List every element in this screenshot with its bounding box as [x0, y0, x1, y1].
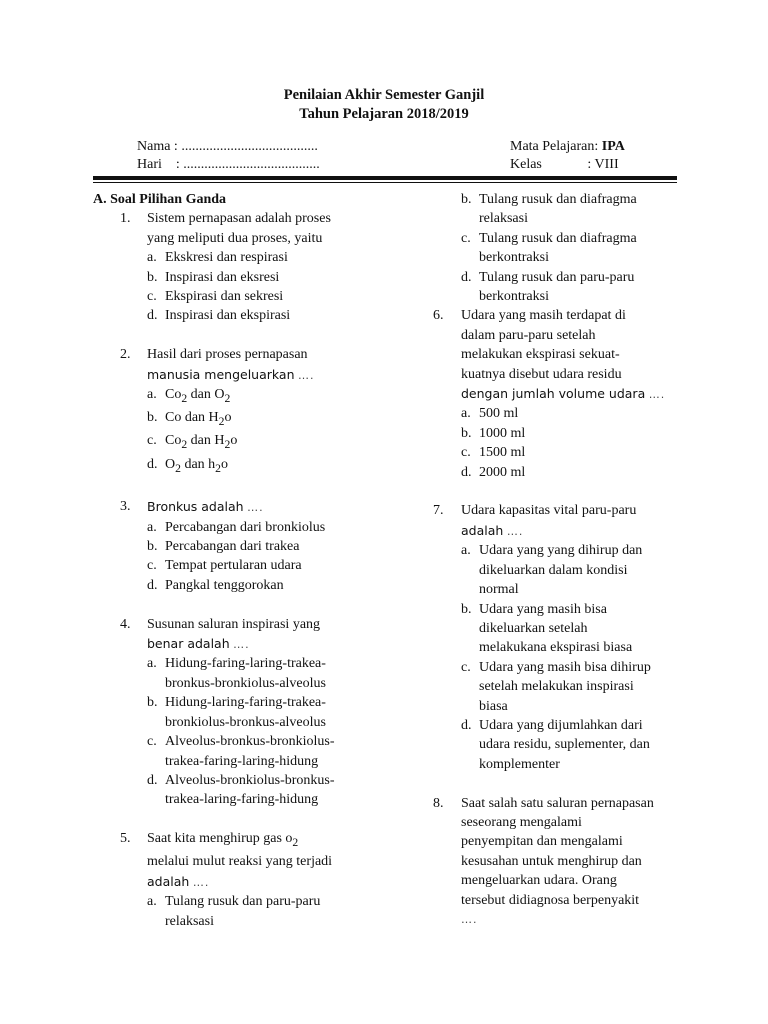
- exam-title: Penilaian Akhir Semester Ganjil: [283, 87, 485, 103]
- option-c: c. 1500 ml: [461, 445, 526, 461]
- option-a: a. Tulang rusuk dan paru-paru relaksasi: [147, 894, 321, 929]
- question-text: Saat salah satu saluran pernapasan: [461, 795, 654, 811]
- question-text: ….: [461, 913, 478, 926]
- question-number: 3.: [120, 499, 131, 515]
- question-text: penyempitan dan mengalami: [461, 834, 623, 850]
- question-4: [93, 615, 393, 810]
- question-text: dalam paru-paru setelah: [461, 327, 596, 343]
- day-field: Hari : .......................................: [137, 157, 320, 172]
- question-text: Udara yang masih terdapat di: [461, 308, 626, 324]
- question-5-continued: [430, 190, 700, 306]
- question-text: Udara kapasitas vital paru-paru: [461, 503, 637, 519]
- name-field: Nama : .......................................: [137, 139, 318, 154]
- question-text: kesusahan untuk menghirup dan: [461, 853, 642, 869]
- question-text: seseorang mengalami: [461, 814, 582, 830]
- option-b: b. Hidung-laring-faring-trakea- bronkiolus-bronkus-alveolus: [147, 695, 326, 730]
- question-text: Sistem pernapasan adalah proses: [147, 211, 331, 227]
- question-number: 8.: [433, 795, 444, 811]
- option-d: d. Alveolus-bronkiolus-bronkus- trakea-laring-faring-hidung: [147, 772, 335, 808]
- question-8: [430, 794, 700, 930]
- question-5: [93, 829, 393, 931]
- question-text: dengan jumlah volume udara ….: [461, 386, 666, 402]
- option-d: d. 2000 ml: [461, 464, 526, 480]
- option-c: c. Tulang rusuk dan diafragma berkontraksi: [461, 230, 637, 266]
- question-text: benar adalah ….: [147, 636, 250, 652]
- question-text: adalah ….: [147, 873, 210, 889]
- question-text: kuatnya disebut udara residu: [461, 366, 622, 382]
- question-text: melakukan ekspirasi sekuat-: [461, 347, 620, 363]
- option-b: b. Udara yang masih bisa dikeluarkan setelah melakukana ekspirasi biasa: [461, 601, 633, 656]
- option-b: b. Co dan $H_2o$: [147, 410, 232, 429]
- question-text: Susunan saluran inspirasi yang: [147, 616, 321, 632]
- exam-subtitle: Tahun Pelajaran 2018/2019: [299, 106, 469, 122]
- option-d: d. $O_2$ dan $h_2o$: [147, 456, 228, 475]
- question-text: Saat kita menghirup gas $o_2$: [147, 831, 299, 849]
- option-c: c. $Co_2$ dan $H_2o$: [147, 433, 238, 452]
- class-field: Kelas : VIII: [510, 157, 619, 172]
- question-1: [93, 209, 393, 325]
- question-number: 4.: [120, 616, 131, 632]
- option-d: d. Pangkal tenggorokan: [147, 577, 284, 593]
- question-7: [430, 501, 700, 774]
- option-a: a. Hidung-faring-laring-trakea- bronkus-bronkiolus-alveolus: [147, 656, 326, 691]
- option-d: d. Udara yang dijumlahkan dari udara residu, suplementer, dan komplementer: [461, 717, 650, 772]
- question-number: 5.: [120, 831, 131, 847]
- question-number: 7.: [433, 503, 444, 519]
- option-a: a. 500 ml: [461, 406, 519, 422]
- option-c: c. Alveolus-bronkus-bronkiolus- trakea-faring-laring-hidung: [147, 734, 335, 769]
- option-d: d. Tulang rusuk dan paru-paru berkontraksi: [461, 269, 635, 305]
- option-a: a. $Co_2$ dan $O_2$: [147, 387, 231, 405]
- left-column: [93, 190, 393, 931]
- subject-field: [510, 139, 625, 155]
- option-a: a. Ekskresi dan respirasi: [147, 250, 288, 266]
- option-c: c. Ekspirasi dan sekresi: [147, 289, 284, 305]
- option-c: c. Udara yang masih bisa dihirup setelah melakukan inspirasi biasa: [461, 659, 651, 714]
- question-text: Hasil dari proses pernapasan: [147, 347, 308, 363]
- question-text: Bronkus adalah ….: [147, 499, 264, 515]
- header-thin-rule: [93, 182, 677, 183]
- option-b: b. Tulang rusuk dan diafragma relaksasi: [461, 192, 637, 227]
- subject-value: IPA: [601, 139, 625, 154]
- right-column: [430, 190, 700, 929]
- section-heading: A. Soal Pilihan Ganda: [93, 192, 227, 207]
- header-thick-rule: [93, 176, 677, 180]
- question-number: 6.: [433, 308, 444, 324]
- subject-label: Mata Pelajaran:: [510, 139, 602, 154]
- question-number: 2.: [120, 347, 131, 363]
- question-3: [93, 497, 393, 595]
- option-b: b. Percabangan dari trakea: [147, 539, 300, 555]
- question-text: yang meliputi dua proses, yaitu: [147, 230, 323, 246]
- question-text: manusia mengeluarkan ….: [147, 366, 315, 382]
- question-text: adalah ….: [461, 522, 524, 538]
- option-b: b. 1000 ml: [461, 425, 526, 441]
- question-2: [93, 345, 393, 478]
- question-number: 1.: [120, 211, 131, 227]
- option-c: c. Tempat pertularan udara: [147, 558, 302, 574]
- question-6: [430, 306, 700, 482]
- question-text: mengeluarkan udara. Orang: [461, 873, 617, 889]
- option-b: b. Inspirasi dan eksresi: [147, 269, 280, 285]
- question-text: melalui mulut reaksi yang terjadi: [147, 854, 333, 870]
- question-text: tersebut didiagnosa berpenyakit: [461, 892, 640, 908]
- option-a: a. Percabangan dari bronkiolus: [147, 519, 326, 535]
- option-a: a. Udara yang yang dihirup dan dikeluarkan dalam kondisi normal: [461, 543, 643, 598]
- option-d: d. Inspirasi dan ekspirasi: [147, 308, 291, 324]
